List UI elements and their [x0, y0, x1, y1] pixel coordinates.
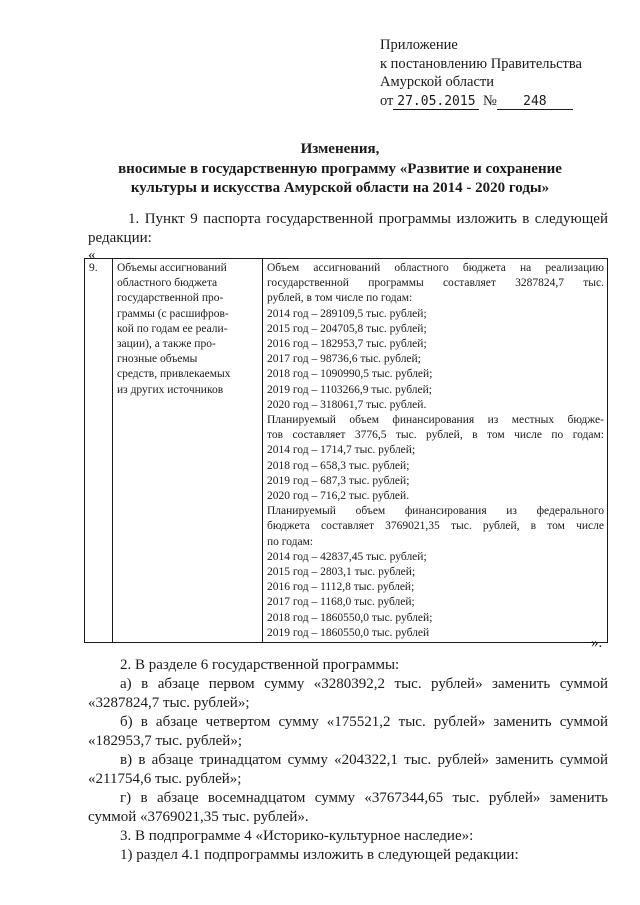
content-line: 2019 год – 1860550,0 тыс. рублей [267, 626, 430, 639]
item-2a-line-2: «3287824,7 тыс. рублей»; [88, 695, 250, 711]
annex-line-3: Амурской области [380, 74, 494, 90]
content-line: 2016 год – 182953,7 тыс. рублей; [267, 338, 427, 351]
item-2-heading: 2. В разделе 6 государственной программы: [120, 657, 400, 673]
content-line: Планируемый объем финансирования из федерального [267, 505, 604, 518]
content-line: 2017 год – 98736,6 тыс. рублей; [267, 353, 421, 366]
label-line: гнозные объемы [117, 353, 198, 366]
label-line: Объемы ассигнований [117, 262, 227, 274]
annex-block [380, 36, 620, 110]
content-line: Планируемый объем финансирования из местных бюдже- [267, 414, 604, 427]
content-line: 2018 год – 1860550,0 тыс. рублей; [267, 611, 433, 624]
passport-table [84, 258, 608, 643]
content-line: 2015 год – 2803,1 тыс. рублей; [267, 566, 416, 579]
content-line: 2019 год – 1103266,9 тыс. рублей; [267, 383, 432, 396]
item-2g-line-2: суммой «3769021,35 тыс. рублей». [88, 809, 309, 825]
annex-date-line [380, 92, 620, 111]
date-prefix: от [380, 92, 394, 109]
content-line: тов составляет 3776,5 тыс. рублей, в том числе по годам: [267, 429, 604, 442]
content-line: 2017 год – 1168,0 тыс. рублей; [267, 596, 415, 609]
item-3-heading: 3. В подпрограмме 4 «Историко-культурное наследие»: [120, 828, 474, 844]
content-line: 2019 год – 687,3 тыс. рублей; [267, 474, 410, 487]
title-line-3: культуры и искусства Амурской области на 2014 - 2020 годы» [130, 180, 550, 196]
resolution-number: 248 [497, 95, 573, 110]
close-quote: ». [591, 635, 603, 651]
table-row [85, 259, 608, 643]
row-number-cell [85, 259, 113, 643]
title-line-2: вносимые в государственную программу «Развитие и сохранение [118, 160, 562, 177]
label-line: граммы (с расшифров- [117, 307, 229, 320]
label-cell [113, 259, 263, 643]
number-prefix: № [483, 92, 497, 109]
label-line: зации), а также про- [117, 338, 216, 351]
title-line-1: Изменения, [300, 141, 380, 157]
item-2b-line-2: «182953,7 тыс. рублей»; [88, 733, 242, 749]
content-line: 2016 год – 1112,8 тыс. рублей; [267, 581, 415, 594]
label-line: кой по годам ее реали- [117, 322, 228, 335]
label-line: средств, привлекаемых [117, 368, 231, 381]
item-2v-line-2: «211754,6 тыс. рублей»; [88, 771, 242, 787]
annex-line-1: Приложение [380, 37, 458, 53]
content-line: 2018 год – 658,3 тыс. рублей; [267, 459, 410, 472]
content-line: 2020 год – 318061,7 тыс. рублей. [267, 398, 427, 411]
content-line: 2014 год – 289109,5 тыс. рублей; [267, 307, 427, 320]
resolution-date: 27.05.2015 [393, 95, 479, 110]
item-2v-line-1: в) в абзаце тринадцатом сумму «204322,1 тыс. рублей» заменить суммой [120, 752, 608, 768]
content-line: государственной программы составляет 3287824,7 тыс. [267, 277, 604, 290]
content-line: 2015 год – 204705,8 тыс. рублей; [267, 322, 427, 335]
content-line: 2020 год – 716,2 тыс. рублей. [267, 490, 410, 503]
item-2g-line-1: г) в абзаце восемнадцатом сумму «3767344,65 тыс. рублей» заменить [120, 790, 608, 806]
content-line: 2018 год – 1090990,5 тыс. рублей; [267, 368, 433, 381]
label-line: из других источников [117, 383, 224, 396]
item-3-sub-1: 1) раздел 4.1 подпрограммы изложить в следующей редакции: [120, 847, 519, 863]
item-1-line-1: 1. Пункт 9 паспорта государственной программы изложить в следующей [128, 211, 608, 227]
content-line: по годам: [267, 535, 314, 548]
content-line: рублей, в том числе по годам: [267, 292, 413, 305]
content-line: 2014 год – 42837,45 тыс. рублей; [267, 550, 427, 563]
label-line: государственной про- [117, 292, 224, 305]
item-2b-line-1: б) в абзаце четвертом сумму «175521,2 тыс. рублей» заменить суммой [120, 714, 608, 730]
row-number: 9. [89, 262, 98, 274]
open-quote: « [88, 247, 96, 263]
annex-line-2: к постановлению Правительства [380, 55, 582, 72]
document-title [70, 140, 610, 199]
item-1-line-2: редакции: [88, 230, 152, 246]
content-line: бюджета составляет 3769021,35 тыс. рублей, в том числе [267, 520, 604, 533]
item-2a-line-1: а) в абзаце первом сумму «3280392,2 тыс. рублей» заменить суммой [120, 676, 608, 692]
content-cell [263, 259, 608, 643]
label-line: областного бюджета [117, 277, 218, 290]
content-line: Объем ассигнований областного бюджета на реализацию [267, 262, 604, 274]
content-line: 2014 год – 1714,7 тыс. рублей; [267, 444, 416, 457]
